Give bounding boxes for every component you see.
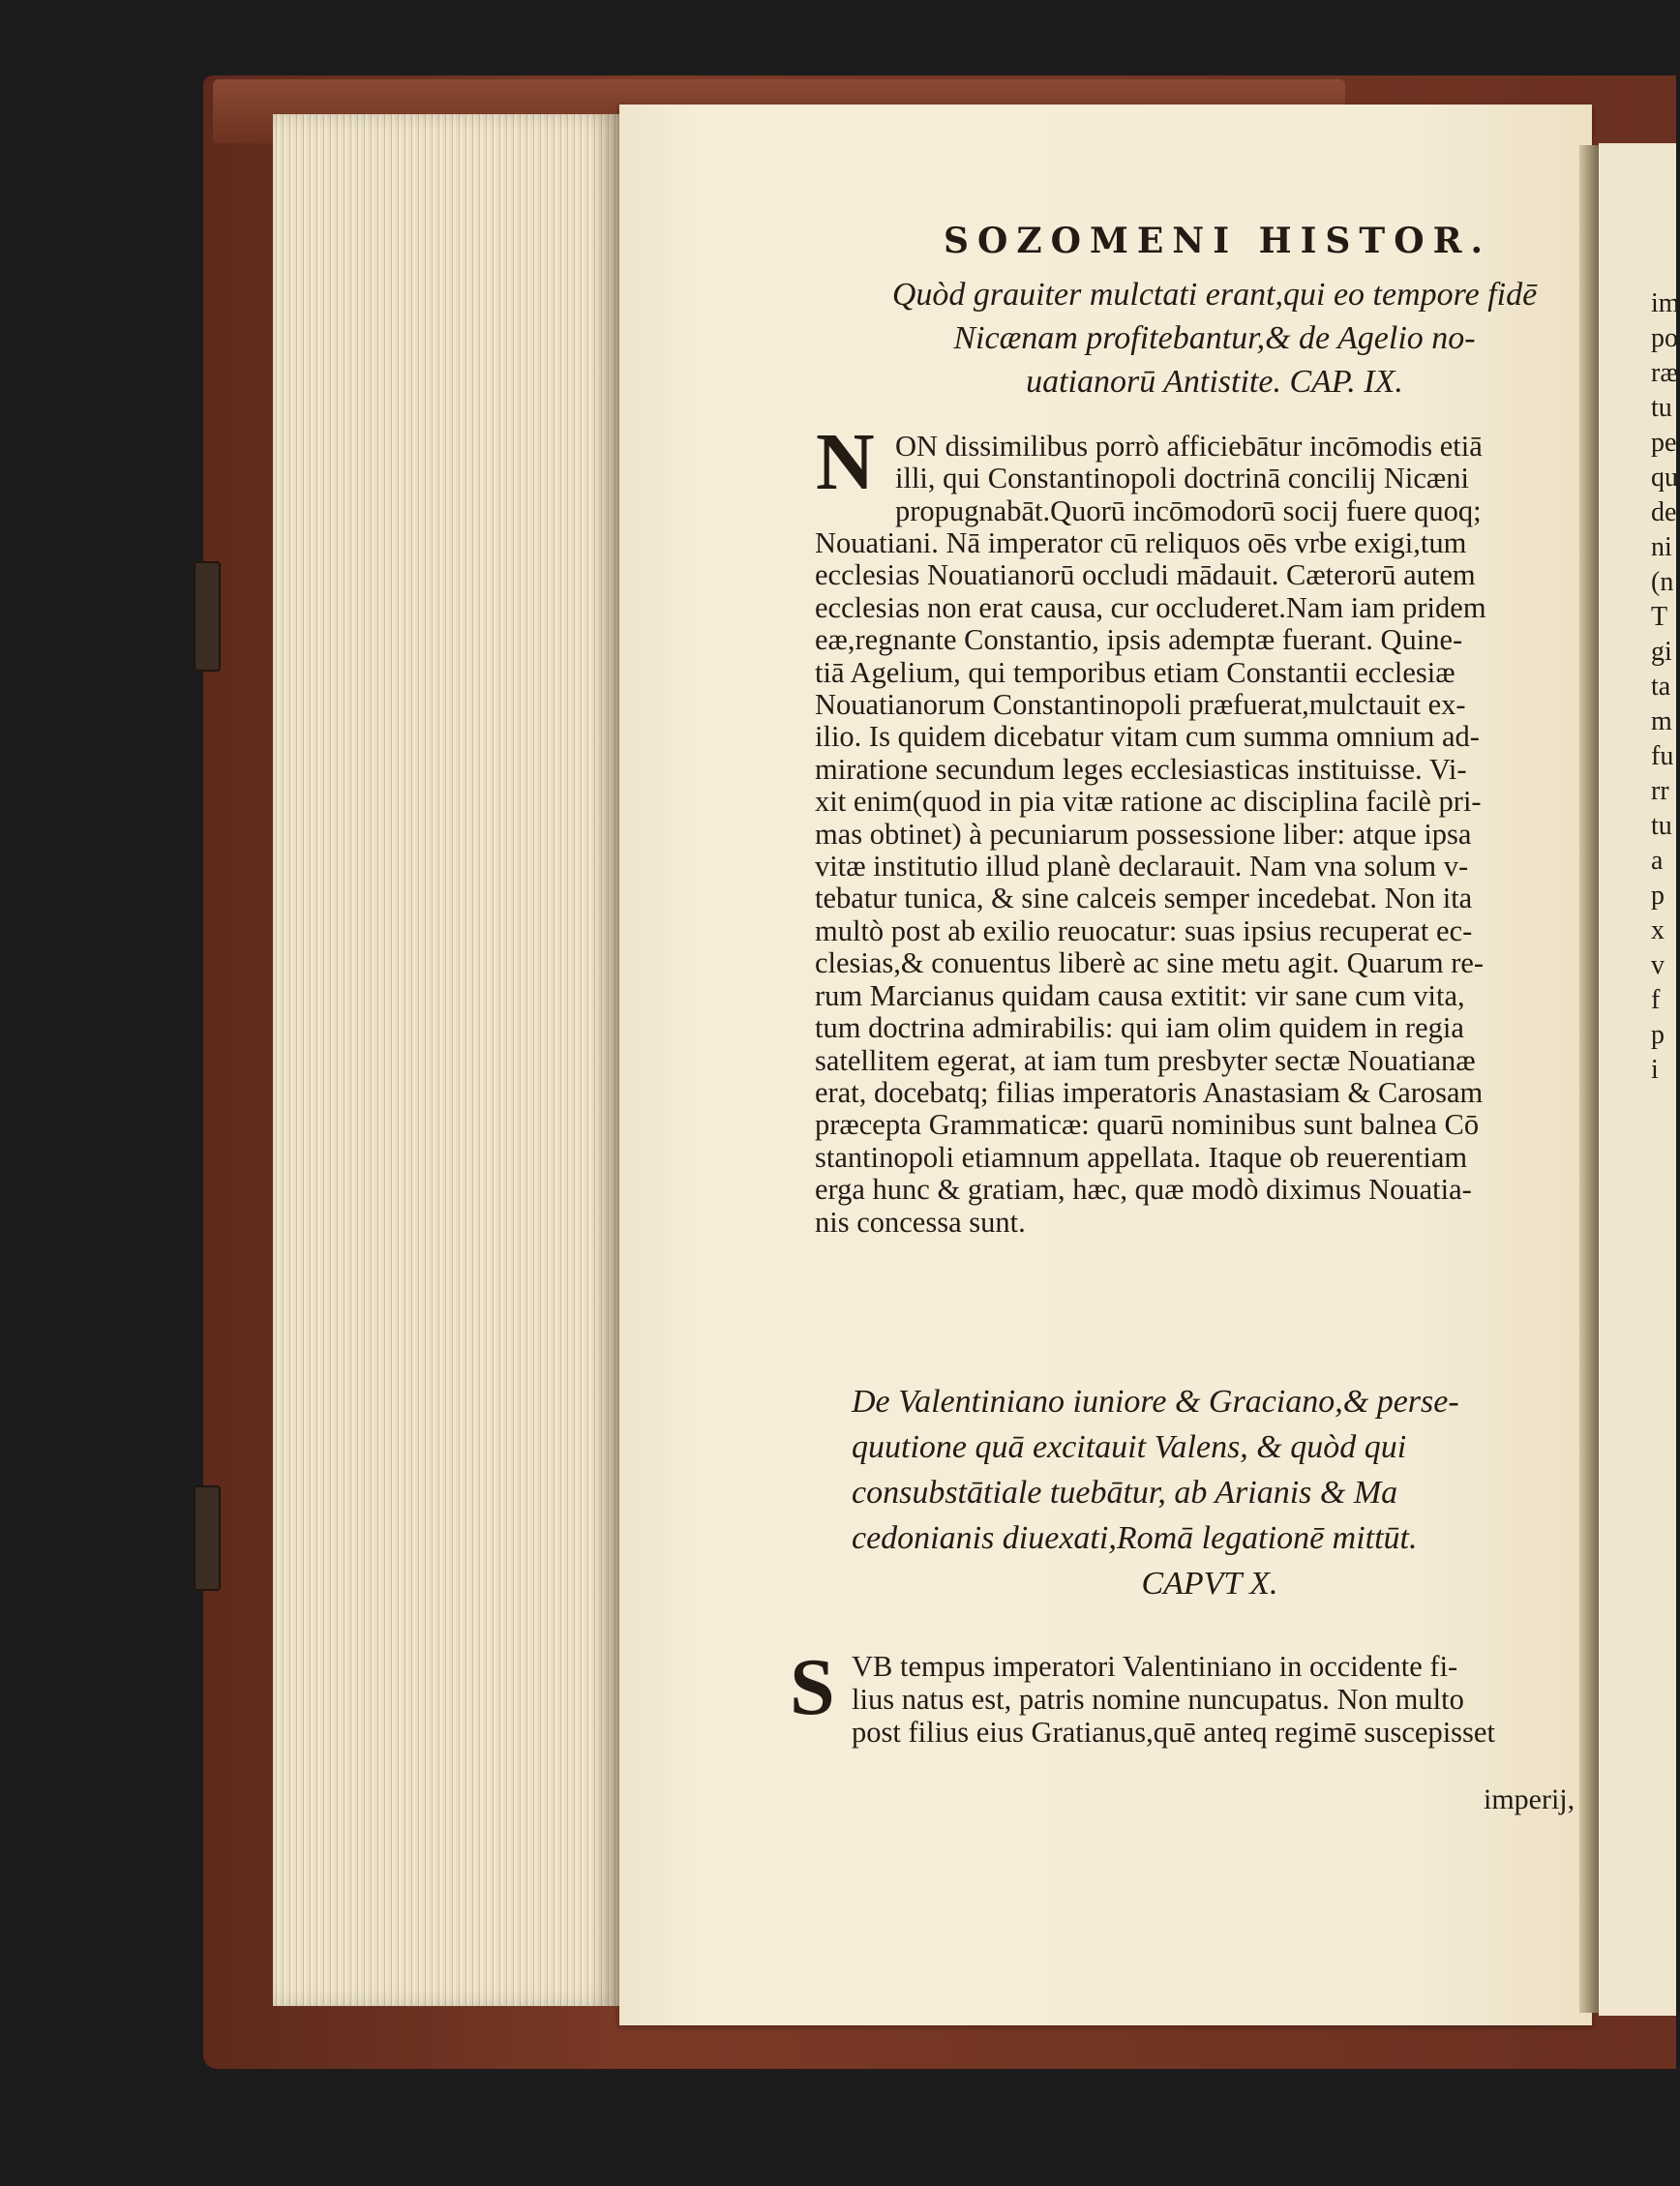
title-line: consubstātiale tuebātur, ab Arianis & Ma — [852, 1475, 1398, 1511]
fragment: tu — [1651, 811, 1672, 841]
chapter-10-title — [852, 1379, 1568, 1606]
fragment: pe — [1651, 428, 1677, 458]
text-line: propugnabāt.Quorū incōmodorū socij fuere quoq; — [895, 494, 1482, 527]
text-line: satellitem egerat, at iam tum presbyter sectæ Nouatianæ — [815, 1043, 1476, 1077]
clasp-icon — [194, 1485, 221, 1591]
fragment: x — [1651, 915, 1665, 945]
chapter-10-body — [852, 1650, 1579, 1749]
page-block-edges — [273, 114, 621, 2006]
text-line: post filius eius Gratianus,quē anteq regimē suscepisset — [852, 1716, 1495, 1749]
text-line: erat, docebatq; filias imperatoris Anastasiam & Carosam — [815, 1075, 1484, 1109]
text-line: Nouatiani. Nā imperator cū reliquos oēs vrbe exigi,tum — [815, 526, 1467, 559]
text-line: ecclesias Nouatianorū occludi mādauit. Cæterorū autem — [815, 558, 1476, 592]
fragment: m — [1651, 706, 1672, 736]
title-line: Quòd grauiter mulctati erant,qui eo tempore fidē — [891, 277, 1538, 313]
fragment: fu — [1651, 741, 1674, 771]
fragment: f — [1651, 985, 1661, 1015]
text-line: erga hunc & gratiam, hæc, quæ modò diximus Nouatia- — [815, 1173, 1472, 1207]
fragment: im — [1651, 288, 1680, 318]
fragment: T — [1651, 602, 1668, 632]
fragment: ni — [1651, 532, 1672, 562]
title-line: cedonianis diuexati,Romā legationē mittūt. — [852, 1520, 1418, 1556]
facing-page-text — [1651, 286, 1680, 1088]
text-line: tiā Agelium, qui temporibus etiam Constantii ecclesiæ — [815, 655, 1455, 689]
text-line: miratione secundum leges ecclesiasticas instituisse. Vi- — [815, 752, 1467, 786]
fragment: qu — [1651, 463, 1678, 493]
fragment: gi — [1651, 637, 1672, 667]
drop-cap: N — [816, 417, 875, 507]
text-line: rum Marcianus quidam causa extitit: vir sane cum vita, — [815, 978, 1465, 1012]
chapter-9-title — [847, 273, 1582, 404]
title-line: uatianorū Antistite. CAP. IX. — [1026, 364, 1403, 400]
fragment: ta — [1651, 672, 1671, 702]
text-line: tum doctrina admirabilis: qui iam olim quidem in regia — [815, 1011, 1464, 1045]
text-line: præcepta Grammaticæ: quarū nominibus sunt balnea Cō — [815, 1108, 1480, 1142]
text-line: VB tempus imperatori Valentiniano in occidente fi- — [852, 1650, 1458, 1683]
text-line: tebatur tunica, & sine calceis semper incedebat. Non ita — [815, 882, 1473, 915]
text-line: lius natus est, patris nomine nuncupatus. Non multo — [852, 1683, 1464, 1716]
text-line: Nouatianorum Constantinopoli præfuerat,mulctauit ex- — [815, 688, 1466, 722]
text-line: illi, qui Constantinopoli doctrinā concilij Nicæni — [895, 462, 1469, 495]
text-line: ON dissimilibus porrò afficiebātur incōmodis etiā — [895, 430, 1483, 463]
text-line: eæ,regnante Constantio, ipsis ademptæ fuerant. Quine- — [815, 623, 1463, 657]
title-line: De Valentiniano iuniore & Graciano,& perse- — [852, 1384, 1459, 1420]
fragment: p — [1651, 881, 1665, 911]
fragment: rr — [1651, 776, 1669, 806]
text-line: xit enim(quod in pia vitæ ratione ac disciplina facilè pri- — [815, 785, 1482, 819]
fragment: i — [1651, 1055, 1659, 1085]
chapter-number: CAPVT X. — [1141, 1566, 1278, 1602]
fragment: v — [1651, 950, 1665, 980]
chapter-9-opening — [895, 431, 1577, 527]
drop-cap: S — [790, 1642, 835, 1732]
title-line: quutione quā excitauit Valens, & quòd qui — [852, 1429, 1407, 1465]
text-line: ilio. Is quidem dicebatur vitam cum summa omnium ad- — [815, 720, 1480, 754]
text-line: clesias,& conuentus liberè ac sine metu agit. Quarum re- — [815, 946, 1485, 980]
chapter-9-body — [815, 527, 1579, 1239]
text-line: stantinopoli etiamnum appellata. Itaque ob reuerentiam — [815, 1140, 1468, 1174]
running-head: SOZOMENI HISTOR. — [944, 221, 1492, 261]
fragment: tu — [1651, 393, 1672, 423]
fragment: a — [1651, 846, 1664, 876]
clasp-icon — [194, 561, 221, 672]
text-line: ecclesias non erat causa, cur occluderet.Nam iam pridem — [815, 590, 1486, 624]
fragment: po — [1651, 323, 1678, 353]
fragment: ræ — [1651, 358, 1678, 388]
text-line: multò post ab exilio reuocatur: suas ipsius recuperat ec- — [815, 913, 1473, 947]
fragment: (n — [1651, 567, 1674, 597]
text-line: vitæ institutio illud planè declarauit. Nam vna solum v- — [815, 850, 1469, 883]
fragment: p — [1651, 1020, 1665, 1050]
text-line: nis concessa sunt. — [815, 1205, 1026, 1239]
fragment: de — [1651, 497, 1677, 527]
text-line: mas obtinet) à pecuniarum possessione liber: atque ipsa — [815, 817, 1472, 851]
title-line: Nicænam profitebantur,& de Agelio no- — [953, 320, 1476, 356]
catchword: imperij, — [1484, 1783, 1575, 1815]
